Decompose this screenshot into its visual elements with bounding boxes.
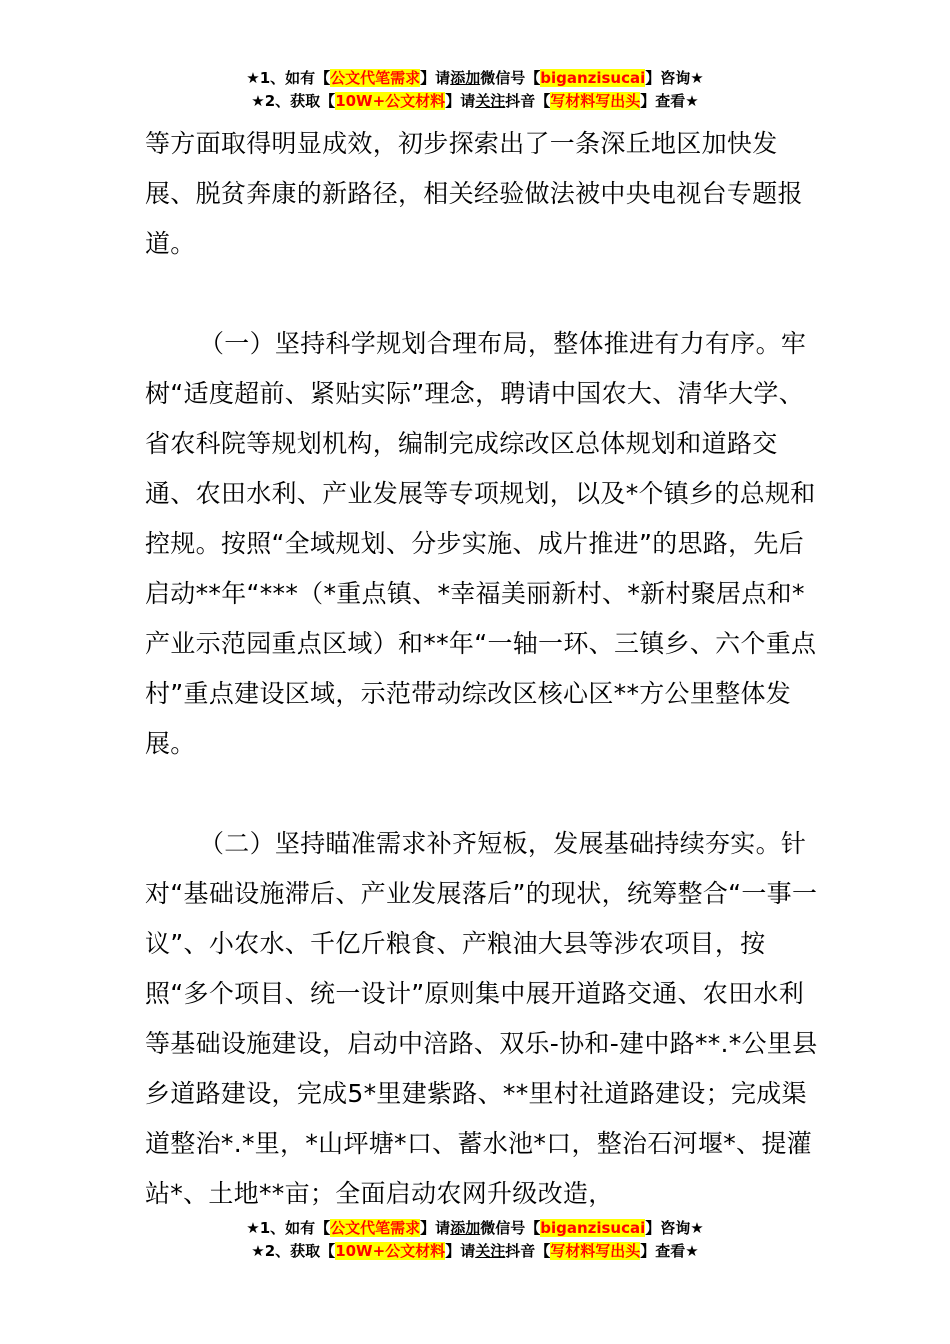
bottom-banner [0,1217,950,1263]
douyin-id: 写材料写出头 [550,92,641,110]
paragraph-gap [145,769,820,819]
paragraph-2: （一）坚持科学规划合理布局，整体推进有力有序。牢树“适度超前、紧贴实际”理念，聘请中国农大、清华大学、省农科院等规划机构，编制完成综改区总体规划和道路交通、农田水利、产业发展等专项规划，以及*个镇乡的总规和控规。按照“全域规划、分步实施、成片推进”的思路，先后启动**年“***（*重点镇、*幸福美丽新村、*新村聚居点和*产业示范园重点区域）和**年“一轴一环、三镇乡、六个重点村”重点建设区域，示范带动综改区核心区**方公里整体发展。 [145,329,817,758]
highlight-text: 公文代笔需求 [330,1219,421,1237]
highlight-text: 10W+公文材料 [335,1242,446,1260]
paragraph-1: 等方面取得明显成效，初步探索出了一条深丘地区加快发展、脱贫奔康的新路径，相关经验做法被中央电视台专题报道。 [145,129,803,258]
highlight-text: 公文代笔需求 [330,69,421,87]
douyin-id: 写材料写出头 [550,1242,641,1260]
banner-line-1: ★1、如有【公文代笔需求】请添加微信号【biganzisucai】咨询★ [246,1219,704,1237]
paragraph-gap [145,269,820,319]
highlight-text: 10W+公文材料 [335,92,446,110]
wechat-id: biganzisucai [540,69,646,87]
banner-line-1: ★1、如有【公文代笔需求】请添加微信号【biganzisucai】咨询★ [246,69,704,87]
banner-line-2: ★2、获取【10W+公文材料】请关注抖音【写材料写出头】查看★ [251,92,699,110]
paragraph-3: （二）坚持瞄准需求补齐短板，发展基础持续夯实。针对“基础设施滞后、产业发展落后”的现状，统筹整合“一事一议”、小农水、千亿斤粮食、产粮油大县等涉农项目，按照“多个项目、统一设计”原则集中展开道路交通、农田水利等基础设施建设，启动中涪路、双乐-协和-建中路**.*公里县乡道路建设，完成5*里建紫路、**里村社道路建设；完成渠道整治*.*里，*山坪塘*口、蓄水池*口，整治石河堰*、提灌站*、土地**亩；全面启动农网升级改造， [145,829,818,1208]
banner-line-2: ★2、获取【10W+公文材料】请关注抖音【写材料写出头】查看★ [251,1242,699,1260]
wechat-id: biganzisucai [540,1219,646,1237]
document-body [145,119,820,1219]
top-banner [0,67,950,113]
